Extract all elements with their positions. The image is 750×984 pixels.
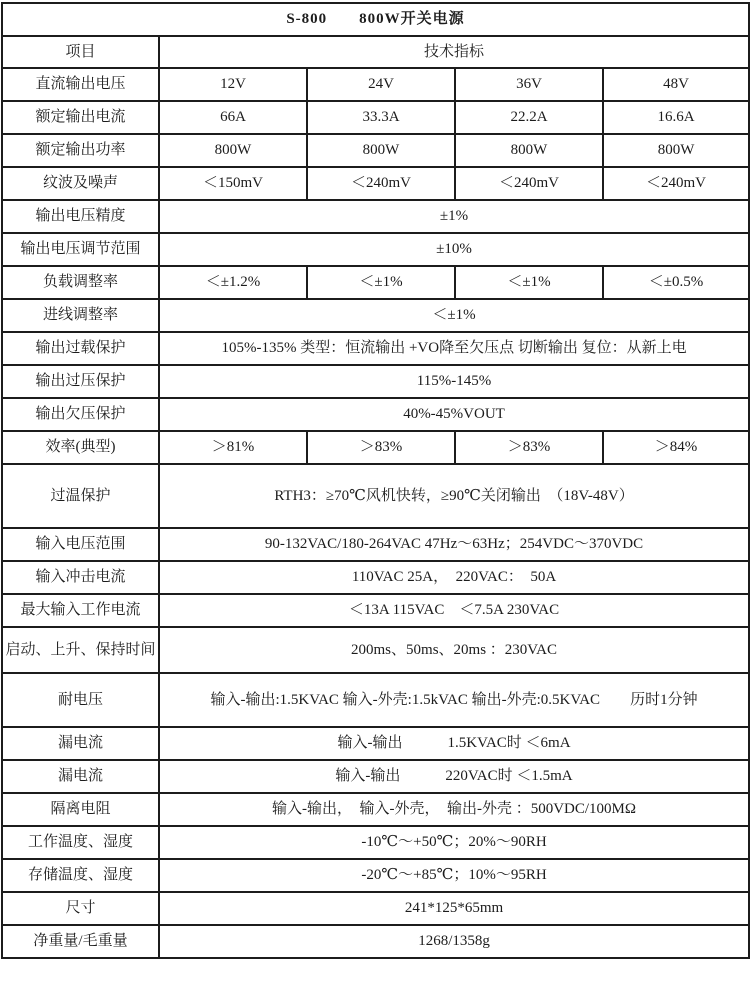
title-row (2, 3, 749, 36)
table-row (2, 365, 749, 398)
table-row (2, 266, 749, 299)
page-title: S-800 800W开关电源 (2, 3, 749, 36)
row-label: 额定输出电流 (2, 101, 159, 134)
table-row (2, 826, 749, 859)
row-label: 输出过压保护 (2, 365, 159, 398)
row-value: ＜150mV (159, 167, 307, 200)
row-label: 效率(典型) (2, 431, 159, 464)
row-value: ＜13A 115VAC ＜7.5A 230VAC (159, 594, 749, 627)
table-row (2, 859, 749, 892)
row-value: 12V (159, 68, 307, 101)
table-row (2, 68, 749, 101)
row-value: ＜±1% (159, 299, 749, 332)
row-value: 输入-输出， 输入-外壳， 输出-外壳 ：500VDC/100MΩ (159, 793, 749, 826)
row-value: ＜±0.5% (603, 266, 749, 299)
row-value: 115%-145% (159, 365, 749, 398)
table-row (2, 528, 749, 561)
row-label: 净重量/毛重量 (2, 925, 159, 958)
header-row (2, 36, 749, 68)
row-value: 输入-输出 1.5KVAC时 ＜6mA (159, 727, 749, 760)
table-row (2, 464, 749, 528)
table-row (2, 398, 749, 431)
row-value: ＜±1% (307, 266, 455, 299)
row-value: RTH3：≥70℃风机快转，≥90℃关闭输出 （18V-48V） (159, 464, 749, 528)
row-value: 1268/1358g (159, 925, 749, 958)
table-row (2, 332, 749, 365)
row-label: 输出电压调节范围 (2, 233, 159, 266)
column-header-item: 项目 (2, 36, 159, 68)
table-row (2, 431, 749, 464)
row-label: 输出电压精度 (2, 200, 159, 233)
table-row (2, 200, 749, 233)
row-value: -20℃～+85℃；10%～95RH (159, 859, 749, 892)
table-row (2, 760, 749, 793)
table-row (2, 925, 749, 958)
row-label: 输出过载保护 (2, 332, 159, 365)
row-label: 进线调整率 (2, 299, 159, 332)
row-value: ＞84% (603, 431, 749, 464)
row-value: -10℃～+50℃；20%～90RH (159, 826, 749, 859)
table-row (2, 101, 749, 134)
row-value: ±10% (159, 233, 749, 266)
row-value: 48V (603, 68, 749, 101)
row-label: 漏电流 (2, 727, 159, 760)
row-value: 110VAC 25A， 220VAC： 50A (159, 561, 749, 594)
row-label: 工作温度、湿度 (2, 826, 159, 859)
row-value: 800W (159, 134, 307, 167)
table-row (2, 727, 749, 760)
row-value: 800W (603, 134, 749, 167)
spec-table-body (2, 3, 749, 958)
table-row (2, 673, 749, 727)
row-label: 输入冲击电流 (2, 561, 159, 594)
row-value: ＜±1% (455, 266, 603, 299)
table-row (2, 299, 749, 332)
row-value: 800W (307, 134, 455, 167)
row-value: 输入-输出:1.5KVAC 输入-外壳:1.5kVAC 输出-外壳:0.5KVAC 历时1分钟 (159, 673, 749, 727)
row-label: 负载调整率 (2, 266, 159, 299)
table-row (2, 892, 749, 925)
row-value: 105%-135% 类型：恒流输出 +VO降至欠压点 切断输出 复位：从新上电 (159, 332, 749, 365)
row-value: ±1% (159, 200, 749, 233)
row-value: ＜±1.2% (159, 266, 307, 299)
row-label: 漏电流 (2, 760, 159, 793)
row-label: 尺寸 (2, 892, 159, 925)
row-label: 纹波及噪声 (2, 167, 159, 200)
row-label: 最大输入工作电流 (2, 594, 159, 627)
row-label: 输出欠压保护 (2, 398, 159, 431)
row-value: ＜240mV (307, 167, 455, 200)
row-value: 22.2A (455, 101, 603, 134)
column-header-spec: 技术指标 (159, 36, 749, 68)
row-value: 33.3A (307, 101, 455, 134)
row-label: 启动、上升、保持时间 (2, 627, 159, 673)
row-value: 输入-输出 220VAC时 ＜1.5mA (159, 760, 749, 793)
row-value: ＞83% (307, 431, 455, 464)
row-value: ＞83% (455, 431, 603, 464)
row-value: 200ms、50ms、20ms ：230VAC (159, 627, 749, 673)
spec-table (1, 2, 750, 959)
row-label: 过温保护 (2, 464, 159, 528)
table-row (2, 627, 749, 673)
row-value: 40%-45%VOUT (159, 398, 749, 431)
row-label: 输入电压范围 (2, 528, 159, 561)
row-label: 直流输出电压 (2, 68, 159, 101)
row-value: 36V (455, 68, 603, 101)
table-row (2, 134, 749, 167)
table-row (2, 594, 749, 627)
table-row (2, 561, 749, 594)
row-value: 800W (455, 134, 603, 167)
row-label: 隔离电阻 (2, 793, 159, 826)
table-row (2, 793, 749, 826)
row-value: 90-132VAC/180-264VAC 47Hz～63Hz；254VDC～370VDC (159, 528, 749, 561)
table-row (2, 233, 749, 266)
row-value: 16.6A (603, 101, 749, 134)
row-value: 66A (159, 101, 307, 134)
row-label: 耐电压 (2, 673, 159, 727)
row-value: ＜240mV (455, 167, 603, 200)
row-label: 存储温度、湿度 (2, 859, 159, 892)
row-label: 额定输出功率 (2, 134, 159, 167)
row-value: ＞81% (159, 431, 307, 464)
table-row (2, 167, 749, 200)
row-value: 241*125*65mm (159, 892, 749, 925)
row-value: 24V (307, 68, 455, 101)
row-value: ＜240mV (603, 167, 749, 200)
